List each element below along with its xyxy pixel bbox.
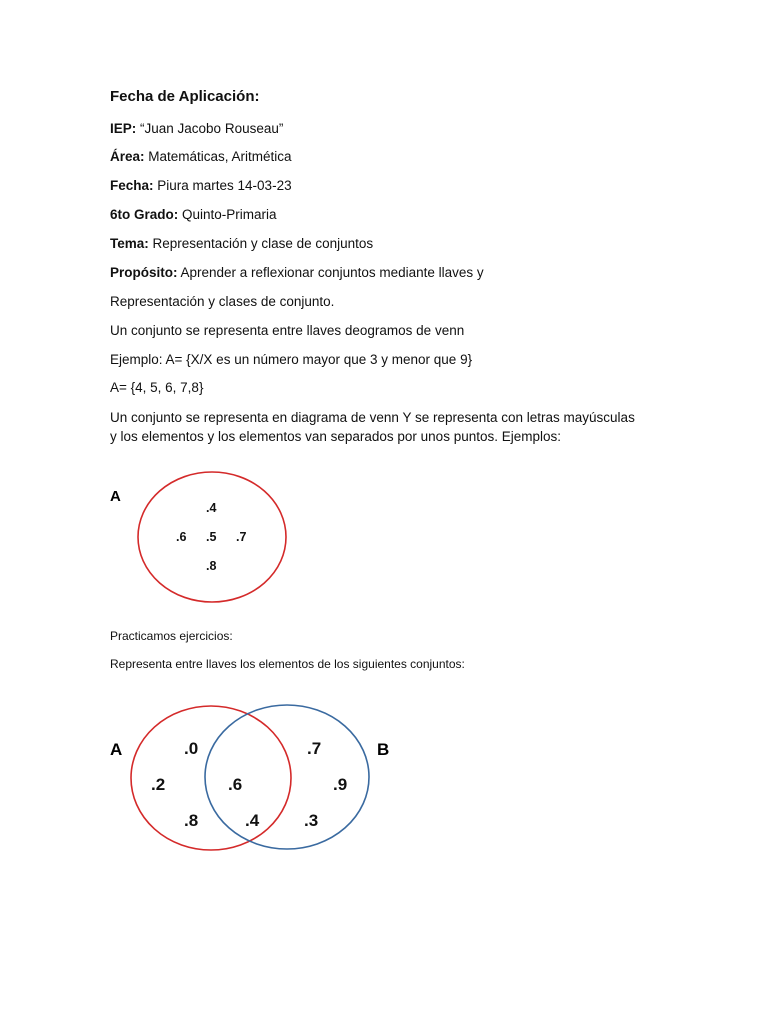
- practice-title: Practicamos ejercicios:: [110, 629, 233, 643]
- iep-label: IEP:: [110, 121, 137, 136]
- diagram2-only-b-2: .3: [304, 811, 319, 830]
- diagram2-intersection-1: .4: [245, 811, 260, 830]
- iep-value: “Juan Jacobo Rouseau”: [136, 121, 284, 136]
- venn-text-line-2: y los elementos y los elementos van separados por unos puntos. Ejemplos:: [110, 429, 561, 444]
- diagram1-element-bottom: .8: [206, 559, 217, 573]
- ejemplo-line: Ejemplo: A= {X/X es un número mayor que 3 y menor que 9}: [110, 352, 473, 367]
- diagram2-intersection-0: .6: [228, 775, 243, 794]
- diagram2-only-a-2: .8: [184, 811, 199, 830]
- fecha-aplicacion-heading: Fecha de Aplicación:: [110, 88, 260, 105]
- diagram1-element-center: .5: [206, 530, 217, 544]
- diagram1-element-right: .7: [236, 530, 247, 544]
- practice-instruction: Representa entre llaves los elementos de los siguientes conjuntos:: [110, 657, 465, 671]
- conjunto-definition-line: Un conjunto se representa entre llaves deogramos de venn: [110, 323, 465, 338]
- proposito-line-2: Representación y clases de conjunto.: [110, 294, 335, 309]
- diagram2-only-b-0: .7: [307, 739, 322, 758]
- grado-value: Quinto-Primaria: [178, 207, 277, 222]
- fecha-value: Piura martes 14-03-23: [153, 178, 292, 193]
- diagram1-label-a: A: [110, 488, 121, 505]
- diagram2-only-a-0: .0: [184, 739, 199, 758]
- a-set-line: A= {4, 5, 6, 7,8}: [110, 380, 204, 395]
- venn-diagram-2: [110, 705, 389, 850]
- fecha-label: Fecha:: [110, 178, 154, 193]
- venn-text-line-1: Un conjunto se representa en diagrama de venn Y se representa con letras mayúsculas: [110, 410, 635, 425]
- tema-label: Tema:: [110, 236, 149, 251]
- diagram2-only-a-1: .2: [151, 775, 166, 794]
- grado-label: 6to Grado:: [110, 207, 179, 222]
- area-value: Matemáticas, Aritmética: [144, 149, 292, 164]
- proposito-value: Aprender a reflexionar conjuntos mediante llaves y: [177, 265, 484, 280]
- diagram2-label-b: B: [377, 740, 390, 759]
- venn-diagram-1: [110, 472, 286, 602]
- proposito-label: Propósito:: [110, 265, 178, 280]
- diagram1-element-top: .4: [206, 501, 217, 515]
- diagram2-label-a: A: [110, 740, 123, 759]
- diagram1-element-left: .6: [176, 530, 187, 544]
- tema-value: Representación y clase de conjuntos: [148, 236, 374, 251]
- diagram2-only-b-1: .9: [333, 775, 348, 794]
- area-label: Área:: [110, 149, 145, 164]
